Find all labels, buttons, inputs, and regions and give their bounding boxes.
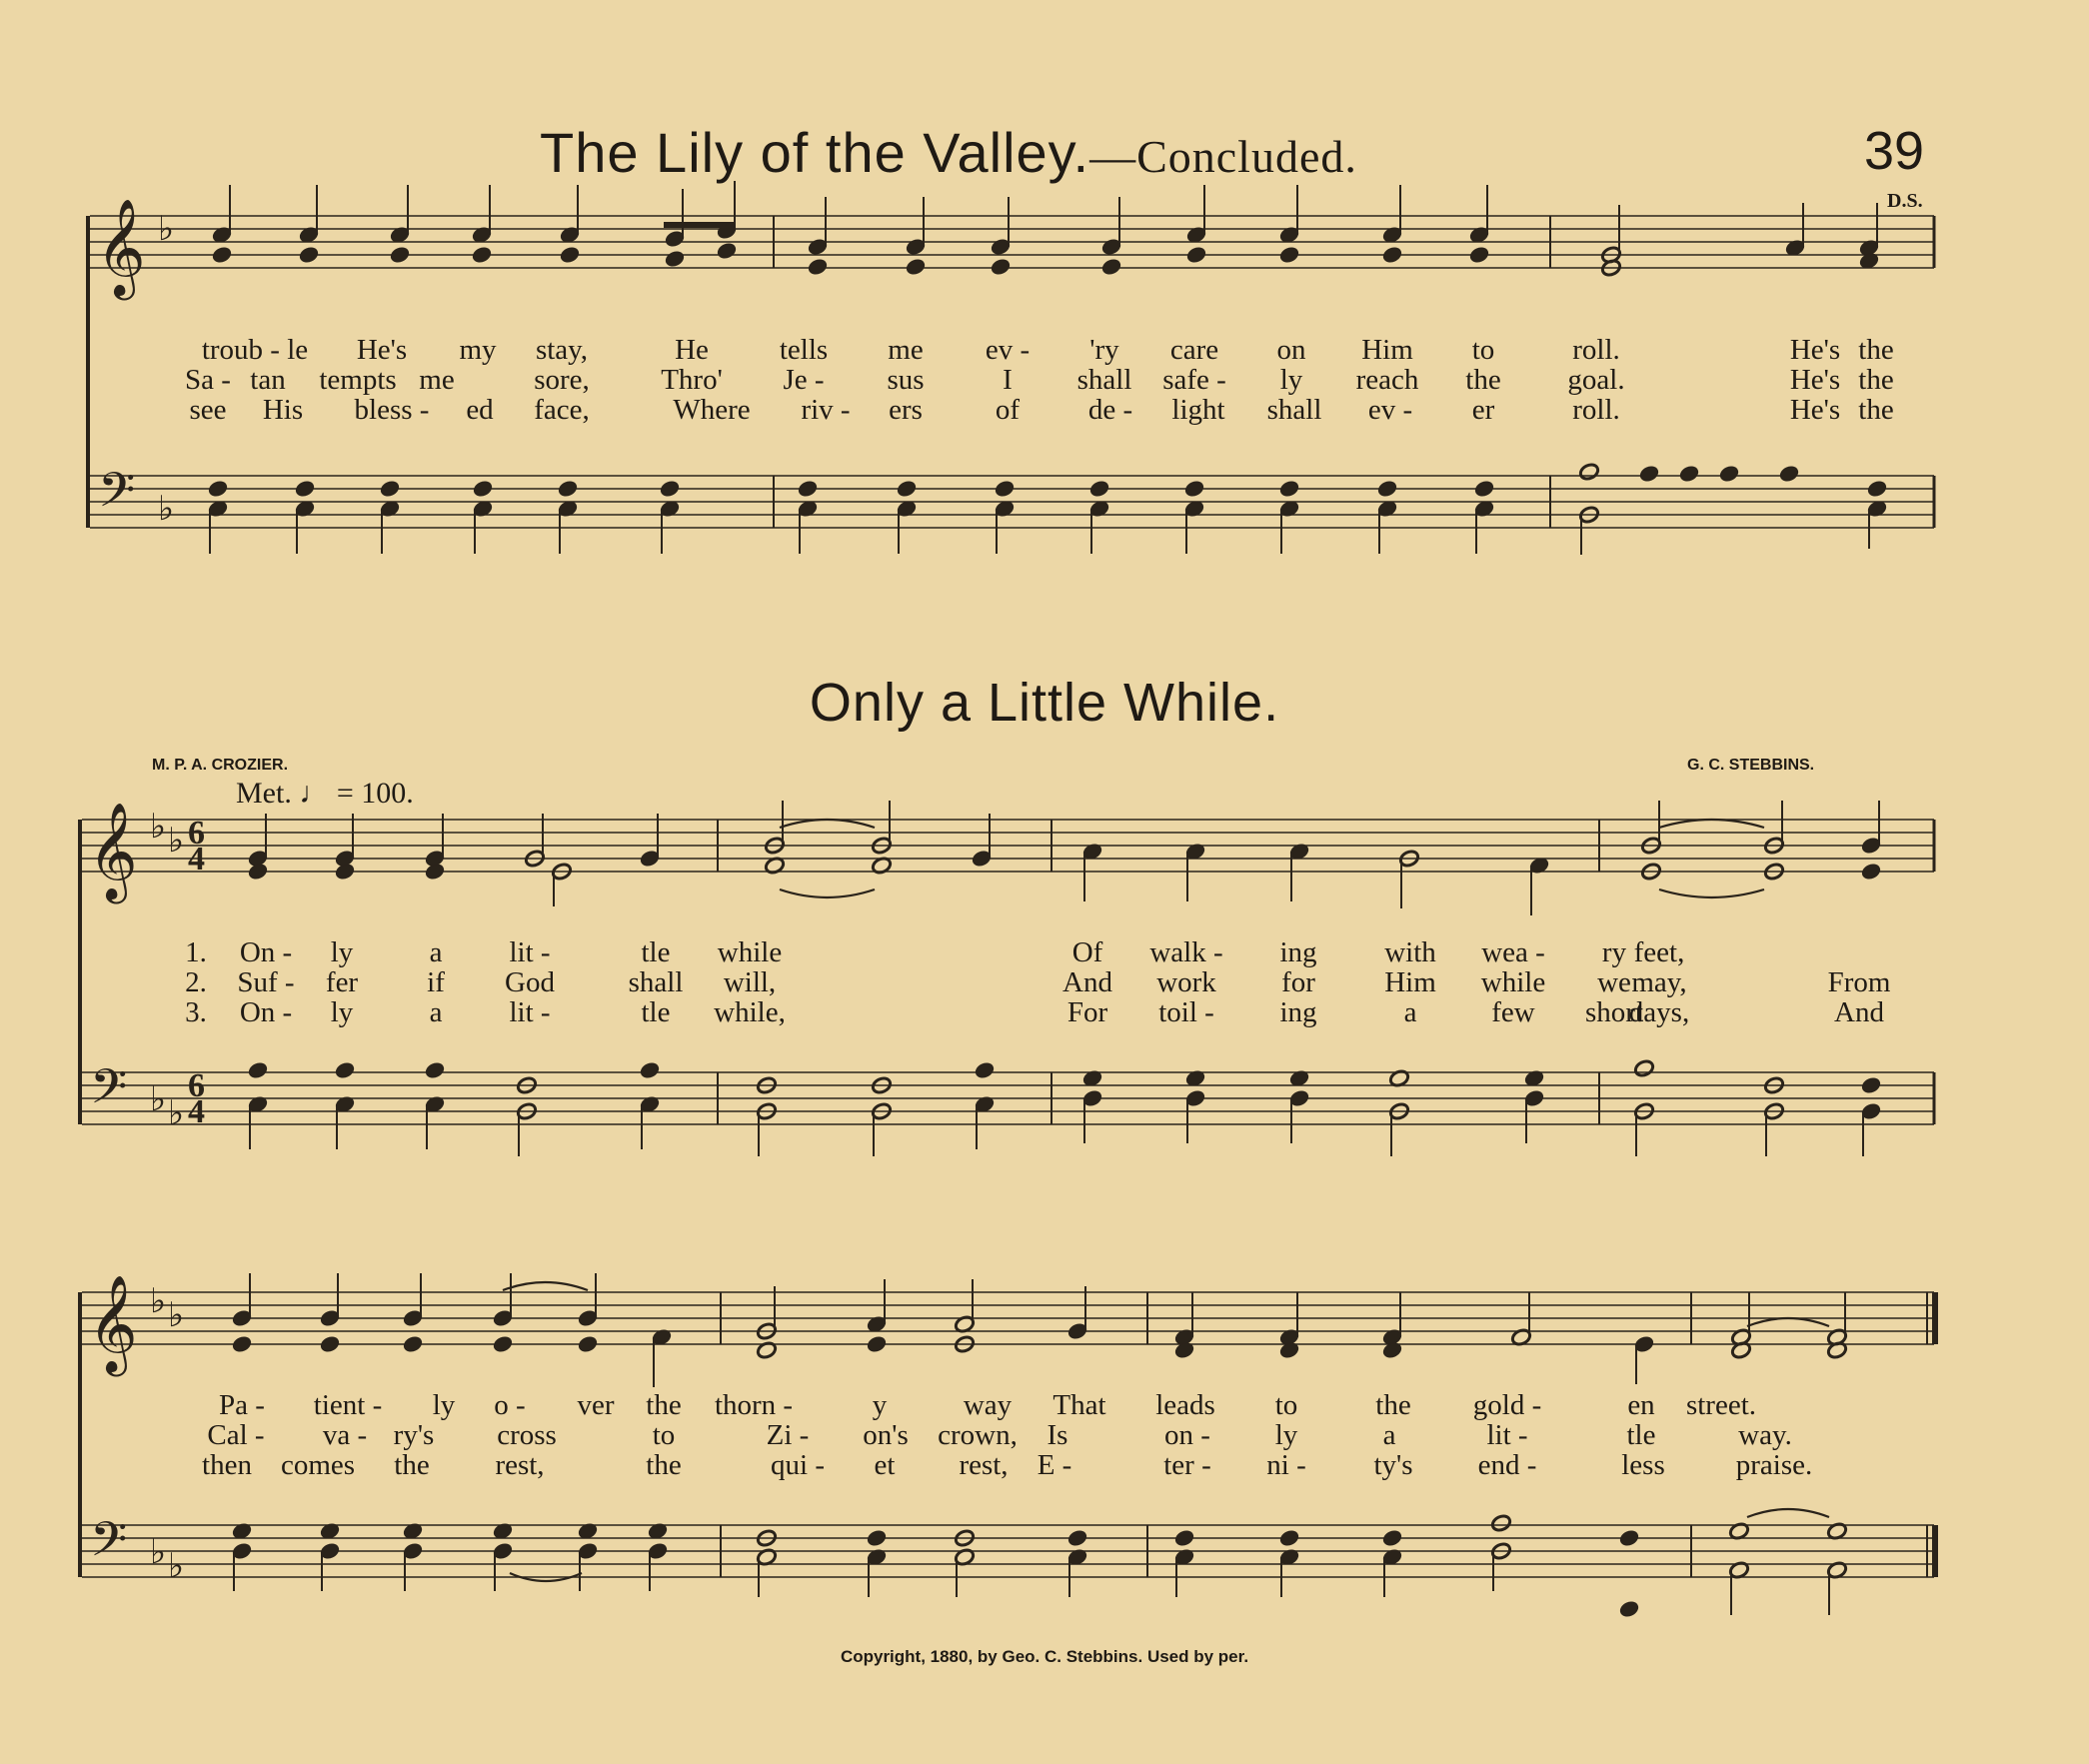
oalw-system2-lyrics-verse3-syllable: rest, [959, 1449, 1009, 1481]
oalw-system1-lyrics-verse2-syllable: And [1062, 966, 1112, 998]
lily-lyrics-verse1-syllable: troub - le [201, 334, 309, 366]
title-suffix: —Concluded. [1089, 131, 1357, 182]
lily-lyrics-verse2-syllable: shall [1076, 364, 1132, 396]
lily-lyrics-verse2-syllable: ly [1279, 364, 1303, 396]
lily-lyrics-verse3-syllable: riv - [801, 394, 851, 426]
oalw-system1-lyrics-verse3-syllable: few [1491, 996, 1535, 1028]
ds-mark: D.S. [1887, 190, 1923, 212]
oalw-system1-lyrics-verse3-syllable: And [1834, 996, 1884, 1028]
oalw-system2-lyrics-verse3-syllable: less [1621, 1449, 1665, 1481]
flat-icon: ♭ [168, 1093, 185, 1133]
oalw-system2-lyrics-verse2-syllable: on's [863, 1419, 909, 1451]
oalw-system2-lyrics-verse3-syllable: then [202, 1449, 252, 1481]
oalw1-bass-time-signature-denominator: 4 [188, 1093, 205, 1130]
lily-alto-note [1100, 257, 1122, 276]
oalw-system1-lyrics-verse1-syllable: tle [641, 936, 671, 968]
oalw-system2-lyrics-verse1-syllable: leads [1155, 1389, 1215, 1421]
oalw-system1-lyrics-verse2-syllable: while [1480, 966, 1546, 998]
oalw1-treble-time-signature-denominator: 4 [188, 841, 205, 878]
lily-alto-note [807, 257, 829, 276]
lily-lyrics-verse1-syllable: my [459, 334, 497, 366]
lily-tenor-note [294, 479, 316, 498]
oalw-system2-lyrics-verse2-syllable: cross [497, 1419, 557, 1451]
lily-lyrics-verse3-syllable: roll. [1572, 394, 1620, 426]
oalw-system1-lyrics-verse3-syllable: lit - [509, 996, 551, 1028]
oalw-system2-lyrics-verse3-syllable: the [394, 1449, 430, 1481]
oalw1-tenor-note [974, 1060, 996, 1079]
oalw2-alto-note [231, 1334, 253, 1353]
oalw2-tenor-note [1173, 1528, 1195, 1547]
oalw-system2-lyrics-verse3-syllable: qui - [771, 1449, 825, 1481]
oalw-system2-lyrics-verse2-syllable: tle [1626, 1419, 1656, 1451]
oalw1-tenor-note [1860, 1075, 1882, 1094]
lily-tenor-note [1678, 464, 1700, 483]
lily-alto-note [716, 241, 738, 260]
lily-lyrics-verse2-syllable: I [1003, 364, 1013, 396]
lily-lyrics-verse2-syllable: sore, [534, 364, 590, 396]
lily-lyrics-verse3-syllable: His [262, 394, 304, 426]
oalw-system2-lyrics-verse2-syllable: va - [322, 1419, 368, 1451]
lily-alto-note [298, 245, 320, 264]
oalw2-alto-note [492, 1334, 514, 1353]
oalw-system2-lyrics-verse3-syllable: ni - [1266, 1449, 1306, 1481]
oalw1-bass-time-signature-numerator: 6 [188, 1067, 205, 1104]
lily-lyrics-verse3-syllable: bless - [354, 394, 430, 426]
oalw-system1-lyrics-verse1-syllable: lit - [509, 936, 551, 968]
treble-clef-icon: 𝄞 [88, 1274, 138, 1372]
oalw-system2-lyrics-verse3-syllable: ter - [1163, 1449, 1211, 1481]
oalw-system1-lyrics-verse2-syllable: work [1156, 966, 1216, 998]
bass-clef-icon: 𝄢 [90, 1511, 128, 1579]
oalw-system1-lyrics-verse1-syllable: with [1384, 936, 1436, 968]
lily-tenor-note [557, 479, 579, 498]
author-credit: M. P. A. CROZIER. [152, 757, 289, 774]
oalw-system2-lyrics-verse1-syllable: to [1274, 1389, 1298, 1421]
lily-lyrics-verse1-syllable: 'ry [1089, 334, 1119, 366]
lily-lyrics-verse3-syllable: He's [1789, 394, 1841, 426]
oalw1-alto-note [334, 862, 356, 881]
lily-alto-note [211, 245, 233, 264]
oalw-system2-lyrics-verse3-syllable: rest, [495, 1449, 545, 1481]
lily-alto-note [389, 245, 411, 264]
bass-clef-icon: 𝄢 [98, 462, 136, 530]
oalw-system1-lyrics-verse1-syllable: 1. [185, 936, 207, 968]
oalw2-alto-note [402, 1334, 424, 1353]
oalw1-tenor-note [424, 1060, 446, 1079]
lily-tenor-note [1718, 464, 1740, 483]
lily-tenor-note [472, 479, 494, 498]
oalw-system2-lyrics-verse1-syllable: y [872, 1389, 888, 1421]
oalw-system2-lyrics-verse1-syllable: Pa - [219, 1389, 265, 1421]
oalw-system1-lyrics-verse1-syllable: Of [1071, 936, 1103, 968]
lily-tenor-note [1183, 479, 1205, 498]
oalw-system1-lyrics-verse3-syllable: tle [641, 996, 671, 1028]
lily-tenor-note [659, 479, 681, 498]
lily-lyrics-verse3-syllable: of [995, 394, 1021, 426]
oalw-system2-lyrics-verse1-syllable: gold - [1472, 1389, 1542, 1421]
oalw-system2-lyrics-verse2-syllable: Is [1046, 1419, 1068, 1451]
lily-alto-note [1185, 245, 1207, 264]
oalw-system2-lyrics-verse3-syllable: et [874, 1449, 896, 1481]
lily-lyrics-verse1-syllable: roll. [1572, 334, 1620, 366]
lily-lyrics-verse1-syllable: on [1276, 334, 1306, 366]
oalw1-tie [1659, 820, 1764, 828]
oalw-system1-lyrics-verse2-syllable: 2. [185, 966, 207, 998]
oalw-system2-lyrics-verse2-syllable: Zi - [766, 1419, 810, 1451]
oalw-system1-lyrics-verse2-syllable: From [1827, 966, 1891, 998]
lily-tenor-note [1638, 464, 1660, 483]
flat-icon: ♭ [168, 821, 185, 861]
oalw-system1-lyrics-verse3-syllable: toil - [1158, 996, 1214, 1028]
oalw2-tie [1747, 1318, 1829, 1326]
oalw-system2-lyrics-verse2-syllable: to [652, 1419, 676, 1451]
lily-lyrics-verse1-syllable: to [1471, 334, 1495, 366]
lily-tenor-note [379, 479, 401, 498]
lily-lyrics-verse1-syllable: tells [779, 334, 829, 366]
lily-lyrics-verse3-syllable: de - [1087, 394, 1133, 426]
oalw-system1-lyrics-verse1-syllable: while [717, 936, 783, 968]
lily-lyrics-verse1-syllable: stay, [535, 334, 589, 366]
lily-lyrics-verse2-syllable: Je - [783, 364, 825, 396]
oalw-system2-lyrics-verse2-syllable: ly [1274, 1419, 1298, 1451]
oalw-system1-lyrics-verse2-syllable: may, [1631, 966, 1687, 998]
flat-icon: ♭ [150, 1281, 167, 1321]
oalw-system1-lyrics-verse2-syllable: Him [1384, 966, 1436, 998]
oalw1-alto-note [424, 862, 446, 881]
lily-tenor-note [994, 479, 1016, 498]
lily-lyrics-verse1-syllable: ev - [985, 334, 1031, 366]
lily-tenor-note [207, 479, 229, 498]
oalw2-tenor-note [1066, 1528, 1088, 1547]
lily-lyrics-verse3-syllable: Where [673, 394, 751, 426]
lily-tenor-note [1778, 464, 1800, 483]
oalw-system2-lyrics-verse3-syllable: the [646, 1449, 682, 1481]
oalw1-alto-note [247, 862, 269, 881]
oalw-system1-lyrics-verse3-syllable: days, [1628, 996, 1690, 1028]
lily-tenor-note [1473, 479, 1495, 498]
oalw-system2-lyrics-verse1-syllable: That [1052, 1389, 1106, 1421]
oalw-system1-lyrics-verse2-syllable: we [1597, 966, 1631, 998]
oalw-system2-lyrics-verse2-syllable: Cal - [207, 1419, 265, 1451]
lily-lyrics-verse3-syllable: the [1858, 394, 1894, 426]
copyright-notice: Copyright, 1880, by Geo. C. Stebbins. Used by per. [840, 1647, 1249, 1666]
lily-lyrics-verse2-syllable: He's [1789, 364, 1841, 396]
lily-tenor-note [797, 479, 819, 498]
oalw-system2-lyrics-verse1-syllable: thorn - [714, 1389, 794, 1421]
oalw-system1-lyrics-verse1-syllable: walk - [1149, 936, 1223, 968]
oalw1-tenor-note [1633, 1058, 1655, 1077]
oalw-system1-lyrics-verse2-syllable: Suf - [237, 966, 295, 998]
oalw-system2-lyrics-verse3-syllable: end - [1477, 1449, 1537, 1481]
lily-alto-note [1278, 245, 1300, 264]
oalw-system2-lyrics-verse3-syllable: E - [1037, 1449, 1072, 1481]
oalw-system1-lyrics-verse3-syllable: short [1585, 996, 1643, 1028]
treble-clef-icon: 𝄞 [96, 198, 146, 296]
oalw-system1-lyrics-verse2-syllable: shall [628, 966, 684, 998]
lily-alto-note [1381, 245, 1403, 264]
oalw-system1-lyrics-verse1-syllable: ly [330, 936, 354, 968]
oalw2-tenor-note [866, 1528, 888, 1547]
oalw1-tie [1659, 889, 1764, 897]
lily-lyrics-verse2-syllable: the [1858, 364, 1894, 396]
lily-lyrics-verse1-syllable: care [1169, 334, 1219, 366]
lily-beam [664, 222, 734, 228]
oalw2-alto-note [866, 1334, 888, 1353]
oalw-system1-lyrics-verse2-syllable: God [505, 966, 555, 998]
lily-lyrics-verse2-syllable: sus [887, 364, 925, 396]
oalw-system1-lyrics-verse3-syllable: 3. [185, 996, 207, 1028]
flat-icon: ♭ [150, 1079, 167, 1119]
oalw1-tie [780, 820, 875, 828]
oalw-system2-lyrics-verse1-syllable: way [963, 1389, 1013, 1421]
oalw-system2-lyrics-verse1-syllable: the [646, 1389, 682, 1421]
oalw-system1-lyrics-verse2-syllable: fer [325, 966, 359, 998]
lily-lyrics-verse3-syllable: shall [1266, 394, 1322, 426]
lily-lyrics-verse2-syllable: tempts [319, 364, 397, 396]
lily-lyrics-verse2-syllable: reach [1355, 364, 1419, 396]
hymn-title-lily [540, 120, 1357, 185]
lily-alto-note [1468, 245, 1490, 264]
tempo-marking: Met. ♩ = 100. [236, 777, 414, 810]
oalw2-slur [503, 1282, 588, 1290]
lily-alto-note [471, 245, 493, 264]
lily-lyrics-verse3-syllable: er [1471, 394, 1495, 426]
oalw2-tenor-note [1278, 1528, 1300, 1547]
oalw2-alto-note [319, 1334, 341, 1353]
lily-lyrics-verse2-syllable: goal. [1567, 364, 1625, 396]
lily-lyrics-verse3-syllable: ed [466, 394, 494, 426]
oalw2-alto-note [577, 1334, 599, 1353]
oalw-system2-lyrics-verse2-syllable: crown, [938, 1419, 1018, 1451]
lily-lyrics-verse3-syllable: light [1171, 394, 1225, 426]
lily-lyrics-verse3-syllable: see [189, 394, 227, 426]
lily-lyrics-verse2-syllable: safe - [1162, 364, 1226, 396]
lily-tenor-note [1376, 479, 1398, 498]
oalw2-bass-note [1618, 1599, 1640, 1618]
lily-alto-note [559, 245, 581, 264]
oalw-system2-lyrics-verse1-syllable: o - [494, 1389, 526, 1421]
lily-lyrics-verse3-syllable: ev - [1367, 394, 1413, 426]
oalw-system1-lyrics-verse3-syllable: On - [239, 996, 293, 1028]
oalw1-tenor-note [334, 1060, 356, 1079]
oalw-system2-lyrics-verse1-syllable: ly [432, 1389, 456, 1421]
lily-lyrics-verse2-syllable: Thro' [661, 364, 723, 396]
oalw-system2-lyrics-verse3-syllable: praise. [1735, 1449, 1813, 1481]
oalw-system2-lyrics-verse3-syllable: comes [280, 1449, 356, 1481]
lily-tenor-note [1866, 479, 1888, 498]
oalw-system2-lyrics-verse1-syllable: en [1627, 1389, 1655, 1421]
lily-alto-note [990, 257, 1012, 276]
treble-clef-icon: 𝄞 [88, 802, 138, 899]
oalw-system1-lyrics-verse3-syllable: a [429, 996, 443, 1028]
oalw1-treble-time-signature-numerator: 6 [188, 815, 205, 852]
oalw-system2-lyrics-verse2-syllable: lit - [1486, 1419, 1528, 1451]
oalw-system2-lyrics-verse2-syllable: a [1382, 1419, 1396, 1451]
flat-icon: ♭ [168, 1295, 185, 1335]
oalw-system1-lyrics-verse3-syllable: while, [714, 996, 786, 1028]
oalw2-tenor-note [1618, 1528, 1640, 1547]
title-main: The Lily of the Valley. [540, 121, 1090, 184]
hymn-title-only-a-little-while: Only a Little While. [809, 673, 1280, 733]
flat-icon: ♭ [150, 1532, 167, 1572]
oalw-system1-lyrics-verse1-syllable: a [429, 936, 443, 968]
flat-icon: ♭ [158, 209, 175, 249]
oalw-system2-lyrics-verse3-syllable: ty's [1373, 1449, 1413, 1481]
oalw-system1-lyrics-verse1-syllable: feet, [1633, 936, 1685, 968]
composer-credit: G. C. STEBBINS. [1687, 757, 1815, 774]
oalw-system2-lyrics-verse1-syllable: the [1375, 1389, 1411, 1421]
oalw-system1-lyrics-verse3-syllable: For [1066, 996, 1108, 1028]
oalw-system2-lyrics-verse1-syllable: street. [1685, 1389, 1757, 1421]
oalw1-alto-note [1860, 862, 1882, 881]
lily-lyrics-verse2-syllable: Sa - [185, 364, 231, 396]
flat-icon: ♭ [158, 489, 175, 529]
oalw-system2-lyrics-verse1-syllable: tient - [313, 1389, 383, 1421]
oalw2-tie [1747, 1509, 1829, 1517]
lily-lyrics-verse1-syllable: He [675, 334, 709, 366]
oalw-system1-lyrics-verse1-syllable: wea - [1481, 936, 1545, 968]
oalw-system1-lyrics-verse2-syllable: will, [723, 966, 777, 998]
oalw2-tenor-note [1381, 1528, 1403, 1547]
page-number: 39 [1864, 121, 1925, 181]
lily-alto-note [905, 257, 927, 276]
lily-tenor-note [1278, 479, 1300, 498]
lily-lyrics-verse3-syllable: face, [534, 394, 590, 426]
oalw1-tenor-note [639, 1060, 661, 1079]
oalw-system2-lyrics-verse1-syllable: ver [577, 1389, 615, 1421]
lily-lyrics-verse1-syllable: me [888, 334, 924, 366]
lily-lyrics-verse1-syllable: He's [1789, 334, 1841, 366]
lily-lyrics-verse3-syllable: ers [889, 394, 923, 426]
oalw-system1-lyrics-verse3-syllable: a [1403, 996, 1417, 1028]
lily-lyrics-verse2-syllable: tan [250, 364, 286, 396]
lily-tenor-note [1088, 479, 1110, 498]
flat-icon: ♭ [168, 1546, 185, 1586]
oalw-system1-lyrics-verse2-syllable: for [1281, 966, 1315, 998]
oalw-system1-lyrics-verse2-syllable: if [427, 966, 445, 998]
lily-tenor-note [896, 479, 918, 498]
oalw-system2-lyrics-verse2-syllable: way. [1738, 1419, 1792, 1451]
lily-tenor-note [1578, 462, 1600, 481]
oalw-system1-lyrics-verse1-syllable: ry [1601, 936, 1627, 968]
oalw-system1-lyrics-verse1-syllable: On - [239, 936, 293, 968]
lily-lyrics-verse2-syllable: me [419, 364, 455, 396]
oalw-system1-lyrics-verse1-syllable: ing [1279, 936, 1317, 968]
lily-alto-note [664, 249, 686, 268]
oalw1-tenor-note [247, 1060, 269, 1079]
lily-lyrics-verse1-syllable: the [1858, 334, 1894, 366]
lily-lyrics-verse1-syllable: He's [356, 334, 408, 366]
oalw-system2-lyrics-verse2-syllable: ry's [393, 1419, 435, 1451]
oalw1-tie [780, 889, 875, 897]
lily-lyrics-verse1-syllable: Him [1361, 334, 1413, 366]
oalw-system2-lyrics-verse2-syllable: on - [1164, 1419, 1210, 1451]
lily-lyrics-verse2-syllable: the [1465, 364, 1501, 396]
oalw2-tenor-note [1490, 1513, 1512, 1532]
oalw-system1-lyrics-verse3-syllable: ing [1279, 996, 1317, 1028]
flat-icon: ♭ [150, 807, 167, 847]
bass-clef-icon: 𝄢 [90, 1058, 128, 1126]
oalw-system1-lyrics-verse3-syllable: ly [330, 996, 354, 1028]
